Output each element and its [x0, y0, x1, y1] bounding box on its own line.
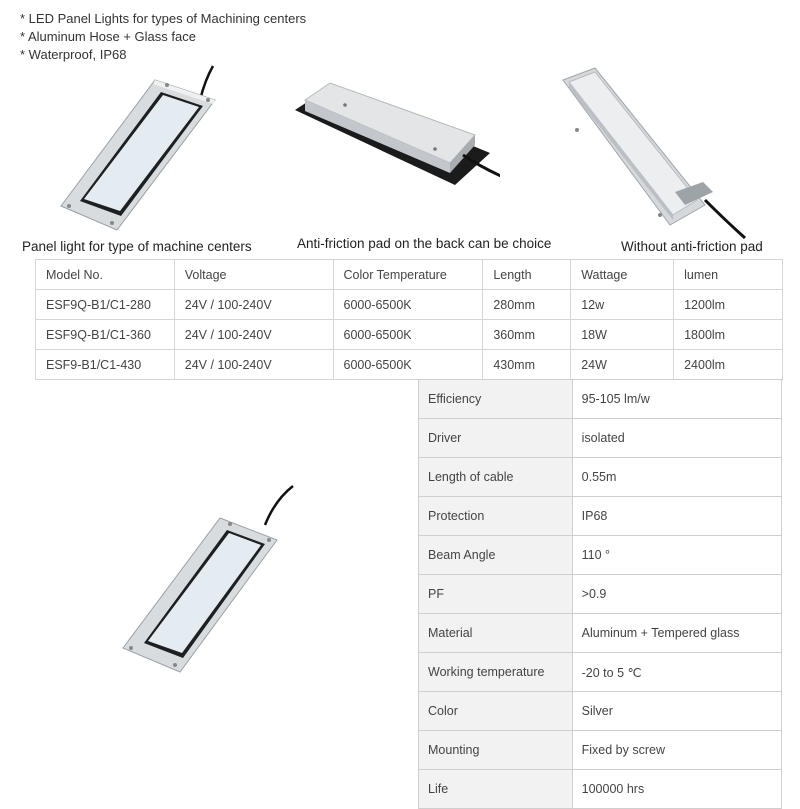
table-row	[419, 419, 782, 458]
row-value: 110 °	[572, 536, 781, 575]
row-value: Fixed by screw	[572, 731, 781, 770]
table-cell: 24V / 100-240V	[174, 320, 333, 350]
panel-light-image	[55, 60, 230, 240]
table-cell: 18W	[571, 320, 674, 350]
row-value: -20 to 5 ℃	[572, 653, 781, 692]
table-cell: ESF9Q-B1/C1-360	[36, 320, 175, 350]
row-value: Aluminum + Tempered glass	[572, 614, 781, 653]
table-cell: 24V / 100-240V	[174, 290, 333, 320]
feature-item: * LED Panel Lights for types of Machining centers	[20, 11, 307, 26]
row-value: IP68	[572, 497, 781, 536]
table-cell: ESF9-B1/C1-430	[36, 350, 175, 380]
column-header: Length	[483, 260, 571, 290]
row-label: Driver	[419, 419, 573, 458]
table-cell: ESF9Q-B1/C1-280	[36, 290, 175, 320]
row-label: Material	[419, 614, 573, 653]
table-cell: 6000-6500K	[333, 320, 483, 350]
table-row	[419, 653, 782, 692]
row-label: Protection	[419, 497, 573, 536]
panel-light-with-pad-image	[285, 75, 500, 195]
row-label: Efficiency	[419, 380, 573, 419]
column-header: Wattage	[571, 260, 674, 290]
caption-without-pad: Without anti-friction pad	[621, 239, 763, 254]
column-header: Model No.	[36, 260, 175, 290]
row-value: 100000 hrs	[572, 770, 781, 809]
feature-item: * Waterproof, IP68	[20, 47, 127, 62]
spec-table	[35, 259, 783, 380]
caption-panel-light: Panel light for type of machine centers	[22, 239, 252, 254]
table-cell: 6000-6500K	[333, 290, 483, 320]
panel-light-without-pad-image	[555, 60, 755, 240]
row-label: Life	[419, 770, 573, 809]
table-row	[36, 350, 783, 380]
table-cell: 1800lm	[674, 320, 783, 350]
row-label: Beam Angle	[419, 536, 573, 575]
row-label: Mounting	[419, 731, 573, 770]
row-value: Silver	[572, 692, 781, 731]
table-row	[36, 290, 783, 320]
table-cell: 6000-6500K	[333, 350, 483, 380]
table-row	[419, 536, 782, 575]
table-cell: 2400lm	[674, 350, 783, 380]
table-cell: 24V / 100-240V	[174, 350, 333, 380]
table-row	[419, 380, 782, 419]
table-cell: 360mm	[483, 320, 571, 350]
table-row	[419, 731, 782, 770]
table-row	[419, 692, 782, 731]
column-header: Voltage	[174, 260, 333, 290]
row-label: Working temperature	[419, 653, 573, 692]
feature-list	[20, 10, 306, 64]
table-row	[36, 320, 783, 350]
table-cell: 24W	[571, 350, 674, 380]
row-value: >0.9	[572, 575, 781, 614]
table-cell: 1200lm	[674, 290, 783, 320]
table-cell: 12w	[571, 290, 674, 320]
table-row	[419, 770, 782, 809]
table-cell: 430mm	[483, 350, 571, 380]
column-header: Color Temperature	[333, 260, 483, 290]
table-row	[419, 575, 782, 614]
panel-light-large-image	[115, 480, 300, 680]
row-label: Length of cable	[419, 458, 573, 497]
table-header-row	[36, 260, 783, 290]
table-row	[419, 614, 782, 653]
column-header: lumen	[674, 260, 783, 290]
detail-table	[418, 379, 782, 809]
table-row	[419, 497, 782, 536]
row-label: Color	[419, 692, 573, 731]
row-label: PF	[419, 575, 573, 614]
table-cell: 280mm	[483, 290, 571, 320]
row-value: 95-105 lm/w	[572, 380, 781, 419]
table-row	[419, 458, 782, 497]
row-value: isolated	[572, 419, 781, 458]
caption-anti-friction-pad: Anti-friction pad on the back can be choice	[297, 236, 552, 251]
row-value: 0.55m	[572, 458, 781, 497]
feature-item: * Aluminum Hose + Glass face	[20, 29, 196, 44]
